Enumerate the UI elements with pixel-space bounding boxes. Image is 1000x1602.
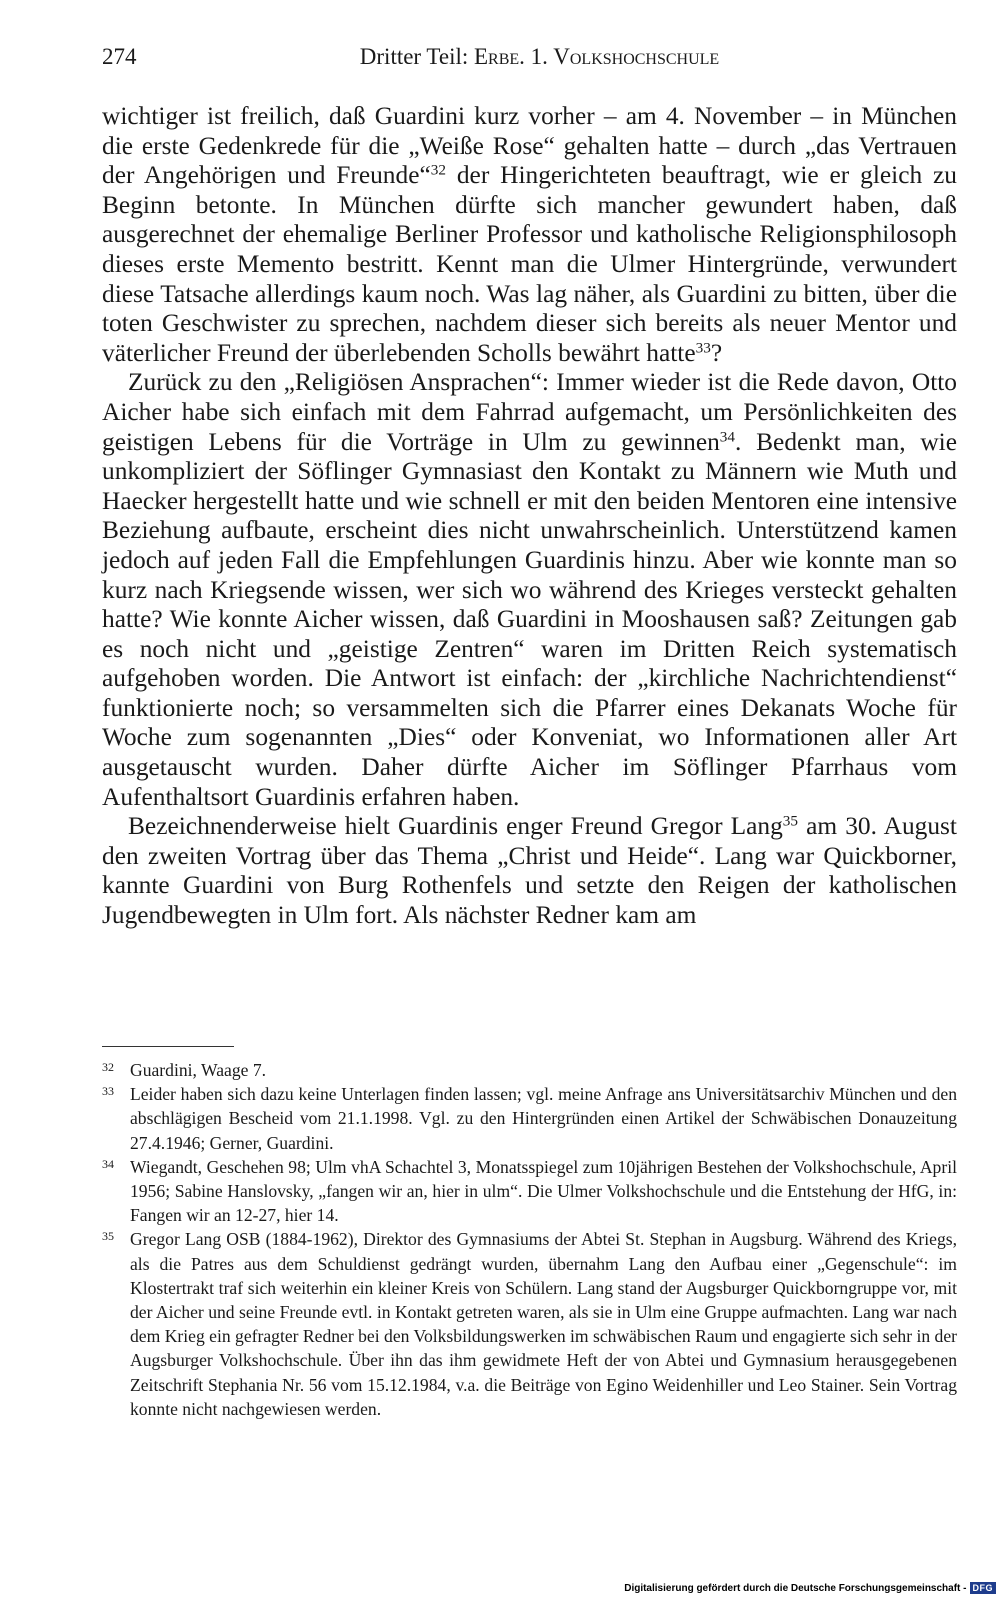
footnote-number: 33 (102, 1084, 114, 1099)
page-header (102, 40, 957, 80)
footnote (102, 1082, 957, 1155)
paragraph (102, 102, 957, 368)
footnotes (102, 1058, 957, 1421)
footnote-ref[interactable]: 34 (719, 428, 736, 446)
running-head-part: Dritter Teil: (359, 44, 474, 69)
footnote-ref[interactable]: 32 (430, 161, 446, 179)
running-head-chapter: Erbe. 1. Volkshochschule (474, 44, 720, 69)
footnote-number: 34 (102, 1156, 114, 1171)
footnote-number: 35 (102, 1229, 114, 1244)
text-run: ? (710, 338, 723, 367)
footnote-text: Wiegandt, Geschehen 98; Ulm vhA Schachtel 3, Monatsspiegel zum 10jährigen Bestehen der Volkshochschule, April 1956; Sabine Hanslovsky, „fangen wir an, hier in ulm“. Die Ulmer Volkshochschule und die Entstehung der HfG, in: Fangen wir an 12-27, hier 14. (130, 1156, 957, 1226)
text-run: am 30. August den zweiten Vortrag über das Thema „Christ und Heide“. Lang war Quickborner, kannte Guardini von Burg Rothenfels und setzte den Reigen der katholischen Jugendbewegten in Ulm fort. Als nächster Redner kam am (102, 812, 957, 930)
text-run: . Bedenkt man, wie unkompliziert der Söflinger Gymnasiast den Kontakt zu Männern wie Muth und Haecker hergestellt hatte und wie schnell er mit den beiden Mentoren eine intensive Beziehung aufbaute, erscheint dies nicht unwahrscheinlich. Unterstützend kamen jedoch auf jeden Fall die Empfehlungen Guardinis hinzu. Aber wie konnte man so kurz nach Kriegsende wissen, wer sich wo während des Krieges versteckt gehalten hatte? Wie konnte Aicher wissen, daß Guardini in Mooshausen saß? Zeitungen gab es noch nicht und „geistige Zentren“ waren im Dritten Reich systematisch aufgehoben worden. Die Antwort ist einfach: der „kirchliche Nachrichtendienst“ funktionierte noch; so versammelten sich die Pfarrer eines Dekanats Woche für Woche zum sogenannten „Dies“ oder Konveniat, wo Informationen aller Art ausgetauscht wurden. Daher dürfte Aicher im Söflinger Pfarrhaus vom Aufenthaltsort Guardinis erfahren haben. (102, 427, 957, 811)
footnote-text: Leider haben sich dazu keine Unterlagen finden lassen; vgl. meine Anfrage ans Universitätsarchiv München und den abschlägigen Bescheid vom 21.1.1998. Vgl. zu den Hintergründen einen Artikel der Schwäbischen Donauzeitung 27.4.1946; Gerner, Guardini. (130, 1084, 957, 1153)
main-text (102, 102, 957, 931)
text-run: der Hingerichteten beauftragt, wie er gleich zu Beginn betonte. In München dürfte sich mancher gewundert haben, daß ausgerechnet der ehemalige Berliner Professor und katholische Religionsphilosoph dieses erste Memento bestritt. Kennt man die Ulmer Hintergründe, verwundert diese Tatsache allerdings kaum noch. Was lag näher, als Guardini zu bitten, über die toten Geschwister zu sprechen, nachdem dieser sich bereits als neuer Mentor und väterlicher Freund der überlebenden Scholls bewährt hatte (102, 161, 957, 367)
footnote-text: Guardini, Waage 7. (130, 1060, 267, 1080)
text-run: Zurück zu den „Religiösen Ansprachen“: Immer wieder ist die Rede davon, Otto Aicher habe sich einfach mit dem Fahrrad aufgemacht, um Persönlichkeiten des geistigen Lebens für die Vorträge in Ulm zu gewinnen (102, 368, 957, 456)
footnote (102, 1155, 957, 1228)
footnote-separator (102, 1046, 234, 1047)
dfg-logo-icon: DFG (970, 1582, 997, 1594)
text-run: wichtiger ist freilich, daß Guardini kurz vorher – am 4. November – in München die erste Gedenkrede für die „Weiße Rose“ gehalten hatte – durch „das Vertrauen der Angehörigen und Freunde“ (102, 102, 957, 190)
footnote-text: Gregor Lang OSB (1884-1962), Direktor des Gymnasiums der Abtei St. Stephan in Augsburg. Während des Kriegs, als die Patres aus dem Schuldienst gedrängt wurden, übernahm Lang den Aufbau einer „Gegenschule“: im Klostertrakt traf sich weiterhin ein kleiner Kreis von Schülern. Lang stand der Augsburger Quickborngruppe vor, mit der Aicher und seine Freunde evtl. in Kontakt getreten waren, als sie in Ulm eine Gruppe aufmachten. Lang war nach dem Krieg ein gefragter Redner bei den Volksbildungswerken im schwäbischen Raum und engagierte sich sehr in der Augsburger Volkshochschule. Über ihn das ihm gewidmete Heft der von Abtei und Gymnasium herausgegebenen Zeitschrift Stephania Nr. 56 vom 15.12.1984, v.a. die Beiträge von Egino Weidenhiller und Leo Stainer. Sein Vortrag konnte nicht nachgewiesen werden. (130, 1229, 957, 1419)
footnote-ref[interactable]: 35 (782, 812, 799, 830)
paragraph (102, 812, 957, 930)
footnote-ref[interactable]: 33 (695, 339, 711, 357)
footnote (102, 1227, 957, 1421)
credit-text: Digitalisierung gefördert durch die Deutsche Forschungsgemeinschaft - (624, 1582, 967, 1594)
footnote-number: 32 (102, 1060, 114, 1074)
text-run: Bezeichnenderweise hielt Guardinis enger Freund Gregor Lang (128, 812, 783, 841)
page-number: 274 (102, 44, 137, 69)
digitization-credit (624, 1580, 996, 1596)
paragraph (102, 368, 957, 812)
running-head (102, 44, 957, 70)
footnote (102, 1058, 957, 1082)
